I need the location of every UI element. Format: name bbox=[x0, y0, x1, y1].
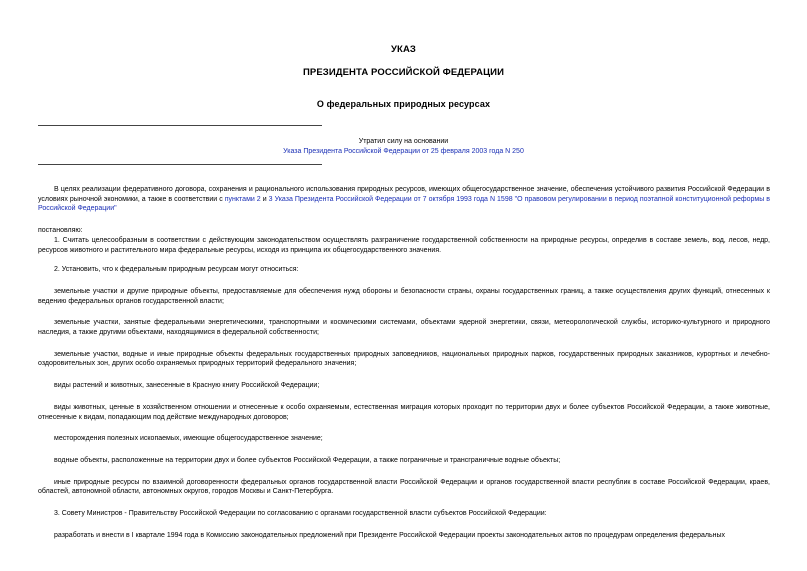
preamble-text: В целях реализации федеративного договора, сохранения и рационального использования природных ресурсов, имеющих общегосударственное значение, обеспечения устойчивого развития Российской Федерации в условиях рыночной экономики, а также в соответствии с bbox=[38, 186, 770, 203]
paragraph-2-item-land-defense: земельные участки и другие природные объекты, предоставляемые для обеспечения нужд обороны и безопасности страны, охраны государственных границ, а также осуществления других функций, отнесенных к ведению федеральных органов государственной власти; bbox=[38, 287, 770, 305]
paragraph-2-item-protected-areas: земельные участки, водные и иные природные объекты федеральных государственных природных заповедников, национальных природных парков, государственных природных заказников, курортных и лечебно-оздоровительных зон, других особо охраняемых природных территорий федерального значения; bbox=[38, 350, 770, 368]
paragraph-2-item-red-book: виды растений и животных, занесенные в Красную книгу Российской Федерации; bbox=[54, 382, 320, 390]
document-type-title: УКАЗ bbox=[391, 44, 416, 55]
preamble-paragraph bbox=[38, 185, 770, 214]
preamble-text-mid: и bbox=[260, 195, 269, 203]
paragraph-2-item-other: иные природные ресурсы по взаимной договоренности федеральных органов государственной власти Российской Федерации и органов государственной власти республик в составе Российской Федерации, краев, областей, автономной области, автономных округов, городов Москвы и Санкт-Петербурга. bbox=[38, 478, 770, 496]
paragraph-3-item-develop: разработать и внести в I квартале 1994 года в Комиссию законодательных предложений при Президенте Российской Федерации проекты законодательных актов по процедурам определения федеральных bbox=[54, 531, 725, 539]
paragraph-2: 2. Установить, что к федеральным природным ресурсам могут относиться: bbox=[54, 266, 299, 274]
preamble-link-decree[interactable]: 3 Указа Президента Российской Федерации от 7 октября 1993 года N 1598 "О правовом регулировании в период поэтапной конституционной реформы в Российской Федерации" bbox=[38, 195, 770, 213]
document-body bbox=[38, 185, 770, 540]
paragraph-3: 3. Совету Министров - Правительству Российской Федерации по согласованию с органами государственной власти субъектов Российской Федерации: bbox=[54, 510, 547, 518]
paragraph-2-item-water: водные объекты, расположенные на территории двух и более субъектов Российской Федерации, а также пограничные и трансграничные водные объекты; bbox=[54, 456, 561, 464]
paragraph-2-item-minerals: месторождения полезных ископаемых, имеющие общегосударственное значение; bbox=[54, 435, 323, 443]
resolve-word: постановляю: bbox=[38, 227, 83, 235]
paragraph-2-item-land-systems: земельные участки, занятые федеральными энергетическими, транспортными и космическими системами, объектами ядерной энергетики, связи, метеорологической службы, историко-культурного и природного наследия, а также другими объектами, находящимися в федеральной собственности; bbox=[38, 319, 770, 337]
repeal-link[interactable]: Указа Президента Российской Федерации от 25 февраля 2003 года N 250 bbox=[283, 148, 524, 155]
paragraph-1: 1. Считать целесообразным в соответствии с действующим законодательством осуществлять разграничение государственной собственности на природные ресурсы, определив в составе земель, вод, лесов, недр, ресурсов животного и растительного мира федеральные ресурсы, исходя из принципа их общегосударственного значения. bbox=[38, 236, 770, 254]
divider-bottom bbox=[38, 164, 322, 165]
preamble-link-points[interactable]: пунктами 2 bbox=[224, 195, 261, 203]
repeal-note: Утратил силу на основании bbox=[358, 138, 449, 145]
divider-top bbox=[38, 125, 322, 126]
paragraph-2-item-animals: виды животных, ценные в хозяйственном отношении и отнесенные к особо охраняемым, естественная миграция которых проходит по территории двух и более субъектов Российской Федерации, а также животные, отнесенные к видам, попадающим под действие международных договоров; bbox=[38, 403, 770, 421]
issuer-title: ПРЕЗИДЕНТА РОССИЙСКОЙ ФЕДЕРАЦИИ bbox=[302, 67, 505, 78]
document-subject-title: О федеральных природных ресурсах bbox=[316, 99, 491, 109]
